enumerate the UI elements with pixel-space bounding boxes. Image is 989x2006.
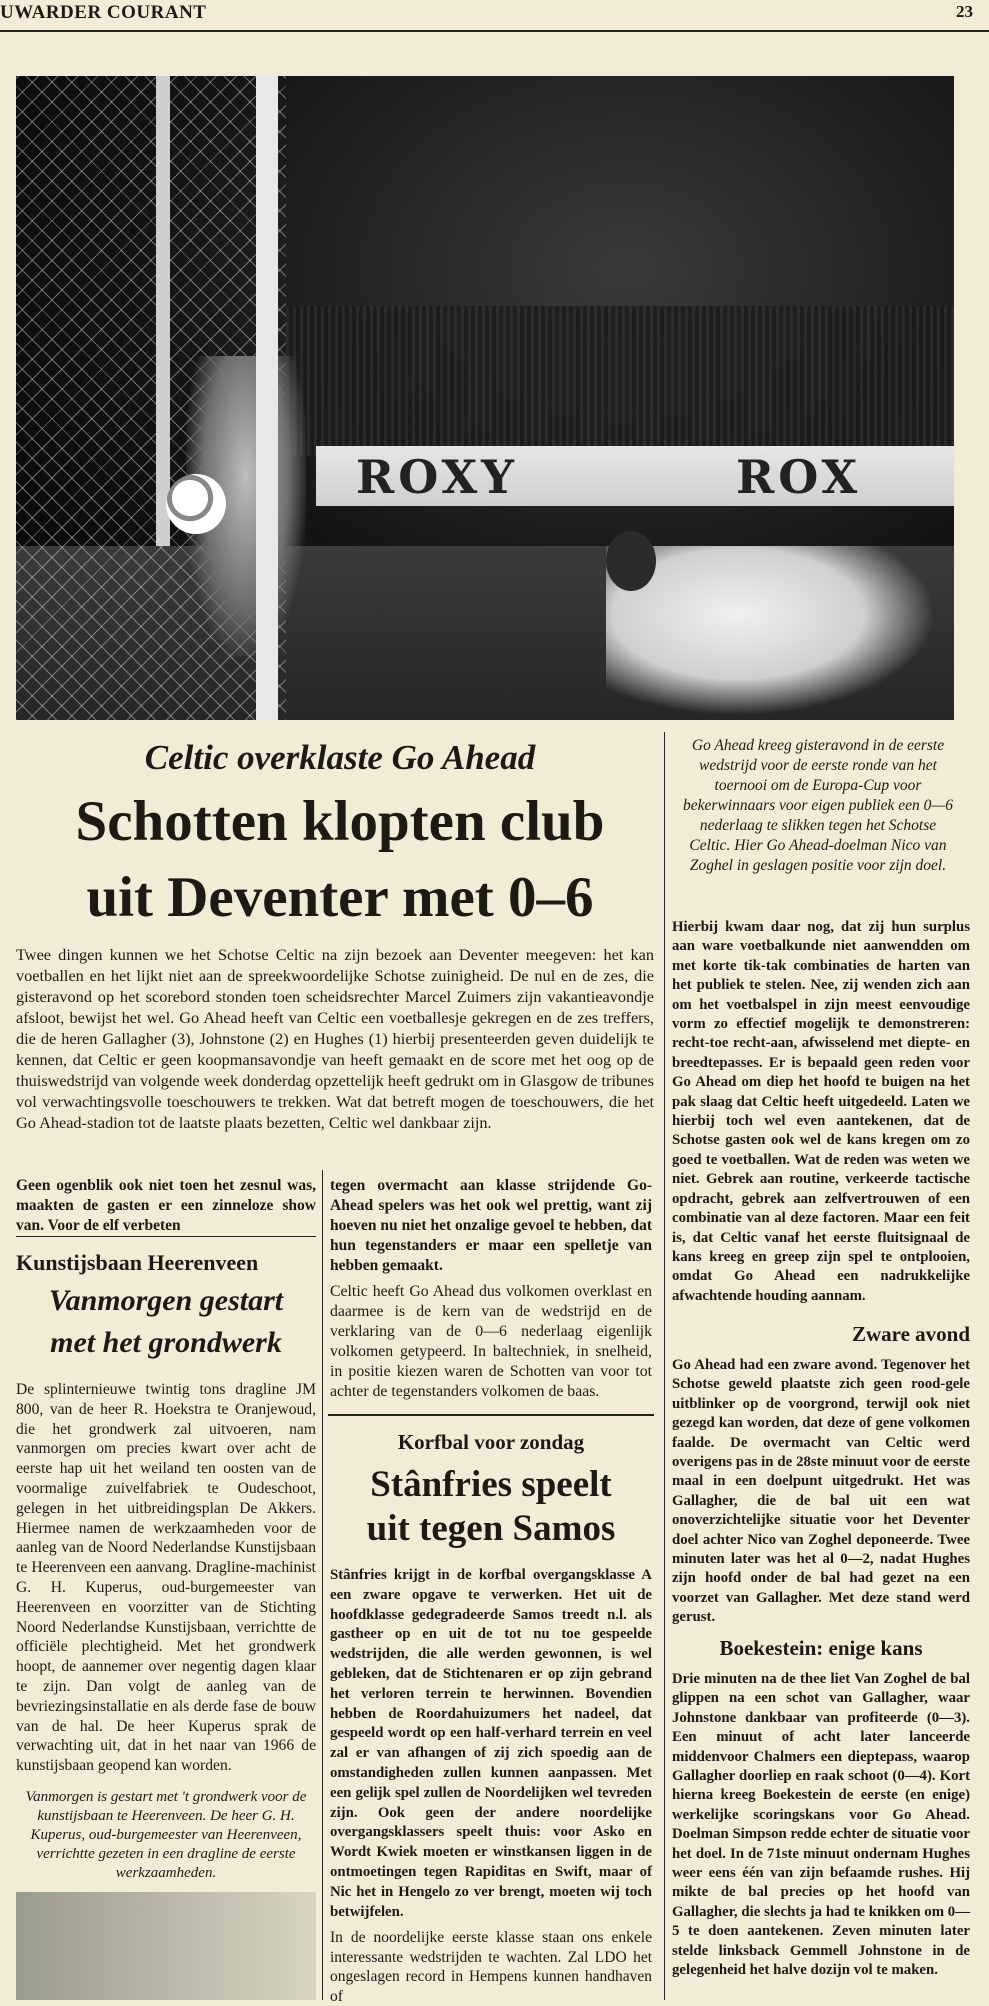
photo-goal-post xyxy=(256,76,278,720)
photo-goalkeeper xyxy=(606,546,936,716)
photo-crowd xyxy=(286,306,954,456)
korfbal-body-1: Stânfries krijgt in de korfbal overgangsklasse A een zware opgave te verwerken. Het uit de hoofdklasse gedegradeerde Samos treedt n.l. als gastheer op en uit de tot nu toe gespeelde wedstrijden, die alle werden gewonnen, is wel gebleken, dat de Stichtenaren er op zijn gebrand het verloren terrein te herwinnen. Bovendien hebben de Roordahuizumers het nadeel, dat gespeeld wordt op een half-verhard terrein en veel zal er van afhangen of zij zich spoedig aan de omstandigheden zullen kunnen aanpassen. Met een gelijk spel zullen de Noordelijken wel tevreden zijn. Ook geen der andere noordelijke overgangsklassers speelt thuis: voor Asko en Wordt Kwiek moeten er winstkansen liggen in de ontmoetingen tegen Rapiditas en Swift, maar of Nic het in Hengelo zo ver brengt, moeten wij toch betwijfelen. xyxy=(330,1567,652,1920)
kunstijs-photo xyxy=(16,1892,316,2000)
korfbal-label: Korfbal voor zondag xyxy=(397,1430,585,1454)
board-text-1: ROXY xyxy=(356,450,519,504)
kunstijs-label: Kunstijsbaan Heerenveen xyxy=(16,1250,259,1275)
rule-left xyxy=(16,1236,316,1237)
rule-korfbal xyxy=(328,1414,654,1416)
main-right-paragraph-2: Go Ahead had een zware avond. Tegenover het Schotse geweld plaatste zich geen rood-gele uitblinker op de voorgrond, terwijl ook niet gezegd kan worden, dat deze of gene volkomen faalde. De overmacht van Celtic werd overigens pas in de 28ste minuut voor de eerste maal in een doelpunt uitgedrukt. Het was Gallagher, die de bal uit een wat onoverzichtelijke situatie voor het Deventer doel achter Nico van Zoghel deponeerde. Twee minuten later was het al 0—2, nadat Hughes zijn hoofd onder de bal had gezet na een voorzet van Gallagher. Met deze stand werd gerust. xyxy=(672,1357,970,1626)
subhead-boekestein: Boekestein: enige kans xyxy=(719,1636,923,1660)
main-right-paragraph-1: Hierbij kwam daar nog, dat zij hun surplus aan ware voetbalkunde niet aanwendden om met korte tik-tak combinaties de harten van het publiek te stelen. Nee, zij wenden zich aan om het voetbalspel in zijn meest eenvoudige vorm zo effectief mogelijk te demonstreren: recht-toe recht-aan, afwisselend met diepte- en breedtepasses. Er is bepaald geen reden voor Go Ahead om diep het hoofd te buigen na het pak slaag dat Celtic heeft uitgedeeld. Laten we hierbij toch wel even aantekenen, dat de Schotse gasten ook wel de kans kregen om zo goed te voetballen. Wat de reden was weten we niet. Gebrek aan routine, verkeerde tactische opdracht, gebrek aan zelfvertrouwen of een combinatie van al deze factoren. Maar een feit is, dat Celtic vanaf het eerste fluitsignaal de kans kreeg en greep zijn spel te ontplooien, omdat Go Ahead een nadrukkelijke afwachtende houding aannam. xyxy=(672,919,970,1304)
column-rule-right xyxy=(664,732,665,2000)
main-lead-left: Geen ogenblik ook niet toen het zesnul was, maakten de gasten er een zinneloze show van. Voor de elf verbeten xyxy=(16,1177,316,1234)
korfbal-body-2: In de noordelijke eerste klasse staan ons enkele interessante wedstrijden te wachten. Zal LDO het ongeslagen record in Hempens kunnen handhaven of xyxy=(330,1929,652,2005)
newspaper-title: UWARDER COURANT xyxy=(0,2,207,23)
korfbal-headline-1: Stânfries speelt xyxy=(370,1464,612,1505)
kunstijs-body: De splinternieuwe twintig tons dragline JM 800, van de heer R. Hoekstra te Oranjewoud, die het grondwerk zal uitvoeren, nam vanmorgen om precies kwart over acht de eerste hap uit het weiland ten oosten van de voormalige zuivelfabriek te Oudeschoot, gelegen in het uitbreidingsplan De Akkers. Hiermee namen de werkzaamheden voor de aanleg van de Noord Nederlandse Kunstijsbaan te Heerenveen een aanvang. Dragline-machinist G. H. Kuperus, oud-burgemeester van Heerenveen en voorzitter van de Stichting Noord Nederlandse Kunstijsbaan, verrichtte de officiële plechtigheid. Met het grondwerk hoopt, de aannemer over negentig dagen klaar te zijn. Dan volgt de aanleg van de bevriezingsinstallatie en als derde fase de bouw van de hal. De heer Kuperus sprak de verwachting uit, dat in het naar van 1966 de kunstijsbaan geopend kan worden. xyxy=(16,1381,316,1775)
page-number: 23 xyxy=(956,2,973,21)
photo-goalkeeper-head xyxy=(606,531,656,591)
photo-caption: Go Ahead kreeg gisteravond in de eerste wedstrijd voor de eerste ronde van het toernooi om de Europa-Cup voor bekerwinnaars voor eigen publiek een 0—6 nederlaag te slikken tegen het Schotse Celtic. Hier Go Ahead-doelman Nico van Zoghel in geslagen positie voor zijn doel. xyxy=(683,737,953,874)
kunstijs-photo-caption: Vanmorgen is gestart met 't grondwerk voor de kunstijsbaan te Heerenveen. De heer G. H. Kuperus, oud-burgemeester van Heerenveen, verrichtte gezeten in een dragline de eerste werkzaamheden. xyxy=(25,1789,307,1881)
photo-ball xyxy=(166,474,226,534)
main-kicker: Celtic overklaste Go Ahead xyxy=(144,738,536,777)
main-headline-line-1: Schotten klopten club xyxy=(75,790,605,853)
photo-goal-post-back xyxy=(156,76,170,546)
main-intro: Twee dingen kunnen we het Schotse Celtic na zijn bezoek aan Deventer meegeven: het kan voetballen en het lijkt niet aan de spreekwoordelijke Schotse zuinigheid. De nul en de zes, die gisteravond op het scorebord stonden toen scheidsrechter Marcel Zuimers zijn vakantieavondje afsloot, bewijst het wel. Go Ahead heeft van Celtic een voetballesje gekregen en de zes treffers, die de heren Gallagher (3), Johnstone (2) en Hughes (1) hierbij presenteerden geven duidelijk te kennen, dat Celtic er geen koopmansavondje van heeft gemaakt en de score met het oog op de thuiswedstrijd van volgende week donderdag opzettelijk heeft gedrukt om in Glasgow de tribunes vol verwachtingsvolle toeschouwers te trekken. Wat dat betreft mogen de toeschouwers, die het Go Ahead-stadion tot de laatste plaats bezetten, Celtic wel dankbaar zijn. xyxy=(16,945,654,1132)
main-headline-line-2: uit Deventer met 0–6 xyxy=(86,866,594,929)
main-middle-paragraph: Celtic heeft Go Ahead dus volkomen overklast en daarmee is de kern van de wedstrijd en de verklaring van de 0—6 nederlaag eigenlijk volkomen getypeerd. In baltechniek, in snelheid, in positie kiezen waren de Schotten van voor tot achter de tegenstanders volkomen de baas. xyxy=(330,1283,652,1400)
main-lead-middle: tegen overmacht aan klasse strijdende Go-Ahead spelers was het ook wel prettig, want zij hoeven nu niet het onzalige gevoel te hebben, dat hun tegenstanders er maar een spelletje van hebben gemaakt. xyxy=(330,1177,652,1274)
korfbal-headline-2: uit tegen Samos xyxy=(366,1508,616,1549)
masthead xyxy=(0,0,989,32)
column-rule-middle xyxy=(322,1170,323,2000)
subhead-zware-avond: Zware avond xyxy=(851,1322,970,1346)
kunstijs-headline-2: met het grondwerk xyxy=(50,1326,282,1359)
match-photo xyxy=(16,76,954,720)
photo-advertising-boards xyxy=(316,446,954,506)
board-text-2: ROX xyxy=(736,450,862,504)
main-right-paragraph-3: Drie minuten na de thee liet Van Zoghel de bal glippen na een schot van Gallagher, waar Johnstone dankbaar van profiteerde (0—3). Een minuut of acht later lanceerde middenvoor Chalmers een dieptepass, waarop Gallagher doorliep en raak schoot (0—4). Kort hierna kreeg Boekestein de eerste (en enige) werkelijke scoringskans voor Go Ahead. Doelman Simpson redde echter de situatie voor het doel. In de 71ste minuut ondernam Hughes weer eens één van zijn befaamde rushes. Hij mikte de bal precies op het hoofd van Gallagher, die slechts ja had te knikken om 0—5 te doen aantekenen. Zeven minuten later stelde linksback Gemmell Johnstone in de gelegenheid het halve dozijn vol te maken. xyxy=(672,1671,970,1979)
kunstijs-headline-1: Vanmorgen gestart xyxy=(48,1284,284,1317)
